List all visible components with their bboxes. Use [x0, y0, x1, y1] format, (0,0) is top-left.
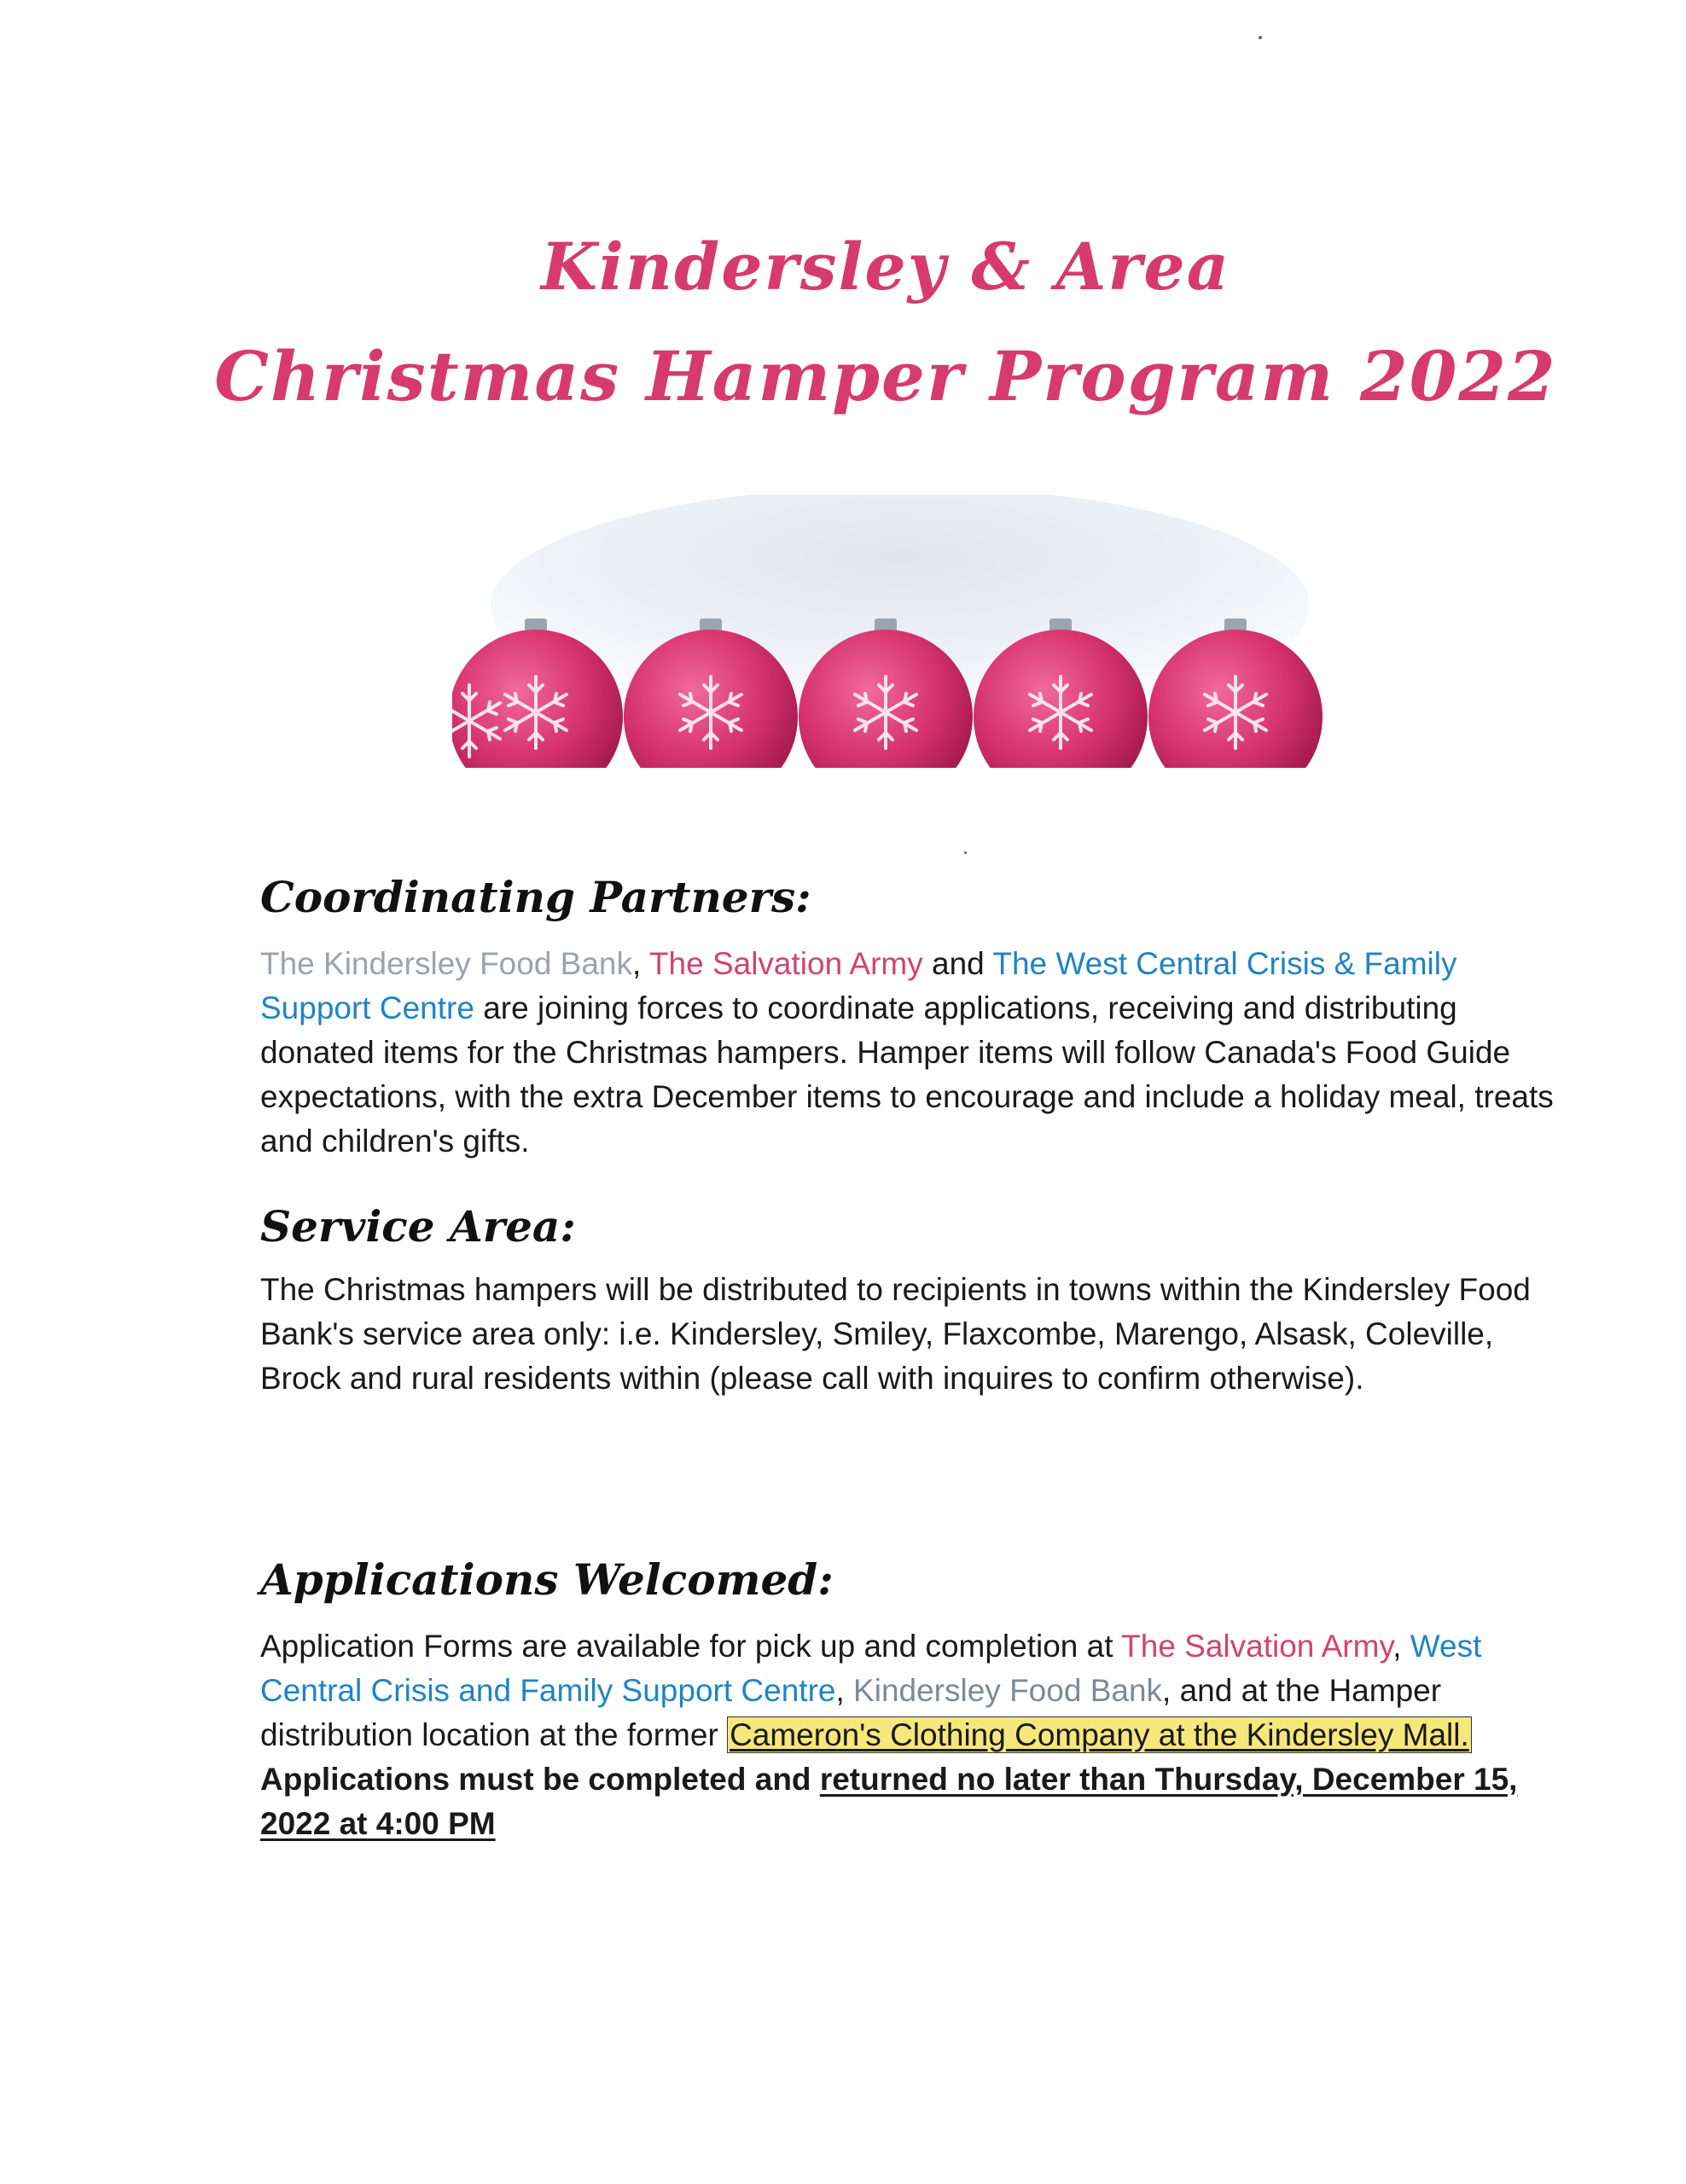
- org-salvation-army: The Salvation Army: [648, 946, 923, 981]
- org-west-central-crisis: The West Central Crisis & Family Support Centre: [260, 946, 1457, 1025]
- applications-heading: Applications Welcomed:: [260, 1554, 834, 1605]
- title-line-2: Christmas Hamper Program 2022: [214, 336, 1557, 416]
- org-salvation-army: The Salvation Army: [1121, 1629, 1393, 1664]
- org-kindersley-food-bank: Kindersley Food Bank: [853, 1673, 1163, 1708]
- separator: ,: [632, 946, 649, 981]
- deadline-date: returned no later than Thursday, December 15, 2022 at 4:00 PM: [260, 1762, 1518, 1841]
- org-west-central-crisis: West Central Crisis and Family Support Centre: [260, 1629, 1482, 1708]
- scan-speck: [1259, 36, 1262, 39]
- partners-paragraph: [260, 942, 1566, 1164]
- separator: ,: [1392, 1629, 1410, 1664]
- deadline-prefix: Applications must be completed and: [260, 1762, 820, 1797]
- separator: ,: [835, 1673, 854, 1708]
- applications-mid: , and at the Hamper distribution location at the former: [260, 1673, 1442, 1752]
- applications-intro: Application Forms are available for pick up and completion at: [260, 1629, 1122, 1664]
- title-line-1: Kindersley & Area: [540, 229, 1231, 305]
- distribution-location: Cameron's Clothing Company at the Kindersley Mall.: [727, 1716, 1472, 1753]
- scan-speck: [964, 851, 967, 854]
- partners-heading: Coordinating Partners:: [260, 872, 811, 922]
- service-heading: Service Area:: [260, 1201, 576, 1252]
- separator: and: [922, 946, 993, 981]
- christmas-ornaments-image: [452, 495, 1348, 785]
- org-kindersley-food-bank: The Kindersley Food Bank: [260, 946, 633, 981]
- service-paragraph: The Christmas hampers will be distributed to recipients in towns within the Kindersley Food Bank's service area only: i.e. Kindersley, Smiley, Flaxcombe, Marengo, Alsask, Coleville, Brock and rural residents within (please call with inquires to confirm otherwise).: [260, 1272, 1531, 1396]
- partners-body: are joining forces to coordinate applications, receiving and distributing donated items for the Christmas hampers. Hamper items will follow Canada's Food Guide expectations, with the extra December items to encourage and include a holiday meal, treats and children's gifts.: [260, 990, 1554, 1159]
- applications-paragraph: [260, 1624, 1566, 1846]
